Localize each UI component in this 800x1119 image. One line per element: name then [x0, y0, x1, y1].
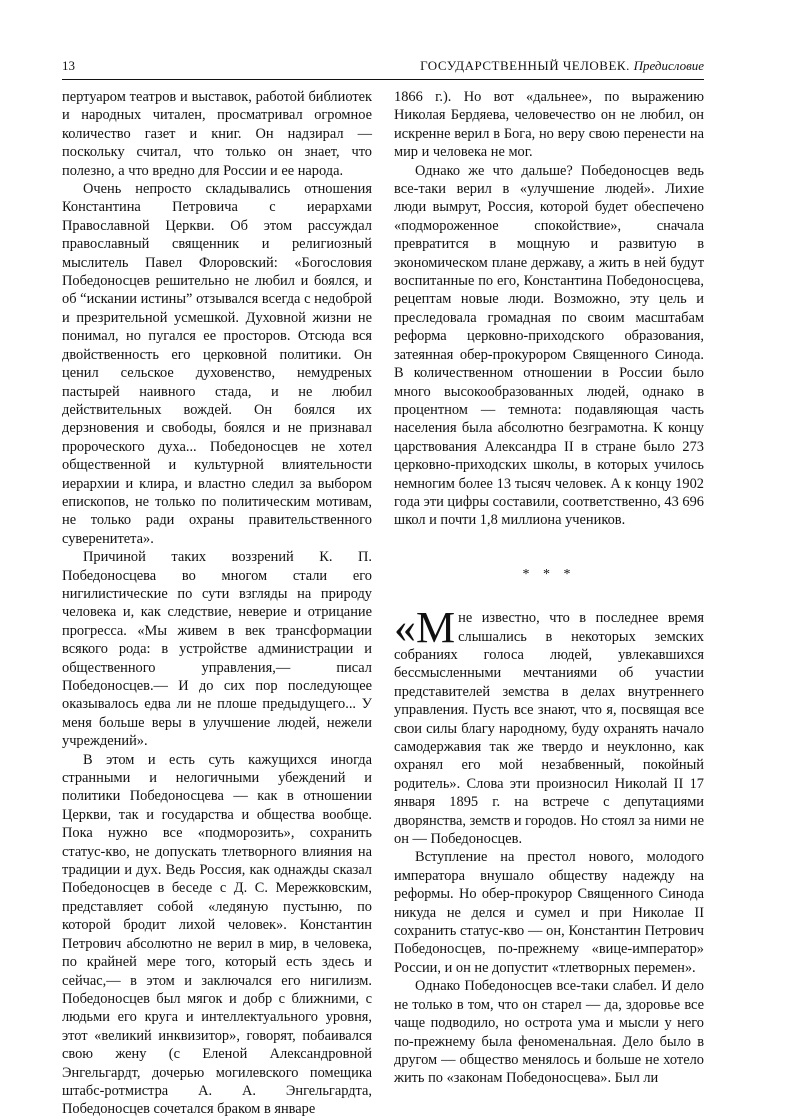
quote-paragraph — [394, 603, 704, 848]
running-header — [62, 58, 704, 76]
paragraph: Очень непросто складывались отношения Константина Петровича с иерархами Православной Церкви. Об этом рассуждал православный священник и религиозный мыслитель Павел Флоровский: «Богословия Победоносцев решительно не любил и боялся, и об “искании истины” отзывался всегда с недоброй и презрительной усмешкой. Духовной жизни не понимал, но пугался ее просторов. Отсюда вся двойственность его церковной политики. Он ценил сельское духовенство, немудреных пастырей наивного стада, и не любил действительных вождей. Он боялся их дерзновения и свободы, боялся и не признавал пророческого духа... Победоносцев не хотел общественной и культурной влиятельности иерархии и клира, и властно следил за выбором епископов, не только по политическим мотивам, не только ради охраны правительственного суверенитета». — [62, 181, 372, 547]
paragraph: В этом и есть суть кажущихся иногда странными и нелогичными убеждений и политики Победоносцева — как в отношении Церкви, так и государства и общества вообще. Пока нужно все «подморозить», сохранить статус-кво, не допускать тлетворного влияния на традиции и дух. Ведь Россия, как однажды сказал Победоносцев в беседе с Д. С. Мережковским, представляет собой «ледяную пустыню, по которой бродит лихой человек». Константин Петрович абсолютно не верил в мир, в человека, по крайней мере того, который есть здесь и сейчас,— в этом и заключался его нигилизм. Победоносцев был мягок и добр с ближними, с людьми его круга и интеллектуального уровня, этот «великий инквизитор», говорят, побаивался свою жену (с Еленой Александровной Энгельгардт, дочерью могилевского помещика штабс-ротмистра А. А. Энгельгардта, Победоносцев сочетался браком в январе — [62, 751, 372, 1118]
drop-cap: «М — [394, 603, 456, 653]
right-column — [394, 88, 704, 1088]
page-number: 13 — [62, 58, 75, 73]
paragraph: Вступление на престол нового, молодого императора внушало обществу надежду на реформы. Но обер-прокурор Священного Синода никуда не делся и сумел и при Николае II сохранить статус-кво — он, Константин Петрович Победоносцев, по-прежнему «вице-император» России, и он не допустит «тлетворных перемен». — [394, 849, 704, 976]
paragraph: Причиной таких воззрений К. П. Победоносцева во многом стали его нигилистические по сути взгляды на природу человека и, как следствие, неверие и отрицание прогресса. «Мы живем в век трансформации всякого рода: в устройстве администрации и общественного управления,— писал Победоносцев.— И до сих пор последующее оказывалось едва ли не плоше предыдущего... У меня больше веры в улучшение людей, нежели учреждений». — [62, 549, 372, 750]
header-rule — [62, 79, 704, 80]
paragraph: Однако Победоносцев все-таки слабел. И дело не только в том, что он старел — да, здоровье все чаще подводило, но острота ума и мысли у него по-прежнему была феноменальная. Дело было в другом — общество менялось и больше не хотело жить по «законам Победоносцева». Был ли — [394, 978, 704, 1087]
section-separator: * * * — [522, 566, 576, 582]
section-title: Предисловие — [633, 58, 704, 73]
left-column — [62, 88, 372, 1119]
paragraph: Однако же что дальше? Победоносцев ведь все-таки верил в «улучшение людей». Лихие люди вымрут, Россия, которой будет обеспечено «подмороженное спокойствие», сначала превратится в мощную и развитую в экономическом плане державу, а жить в ней будут воспитанные по его, Константина Победоносцева, рецептам новые люди. Возможно, эту цель и преследовала громадная по своим масштабам реформа церковно-приходского образования, затеянная обер-прокурором Священного Синода. В количественном отношении в России было много высокообразованных людей, однако в процентном — темнота: подавляющая часть населения была абсолютно безграмотна. К концу царствования Александра II в стране было 273 церковно-приходских школы, в которых училось немногим более 13 тысяч человек. А к концу 1902 года эти цифры составили, соответственно, 43 696 школ и почти 1,8 миллиона учеников. — [394, 162, 704, 529]
quote-text: не известно, что в последнее время слышались в некоторых земских собраниях голоса людей, увлекавшихся бессмысленными мечтаниями об участии представителей земства в делах внутреннего управления. Пусть все знают, что я, посвящая все свои силы благу народному, буду охранять начало самодержавия так же твердо и неуклонно, как охранял его мой незабвенный, покойный родитель». Слова эти произносил Николай II 17 января 1895 г. на встрече с депутациями дворянства, земств и городов. Но стоял за ними не он — Победоносцев. — [394, 610, 704, 848]
running-title — [420, 58, 704, 74]
book-title: ГОСУДАРСТВЕННЫЙ ЧЕЛОВЕК. — [420, 58, 630, 73]
paragraph: пертуаром театров и выставок, работой библиотек и народных читален, просматривал огромное количество газет и книг. Он надзирал — поскольку считал, что только он знает, что полезно, а что вредно для России и ее народа. — [62, 89, 372, 179]
paragraph: 1866 г.). Но вот «дальнее», по выражению Николая Бердяева, человечество он не любил, он искренне верил в Бога, но веру свою перенести на мир и человека не мог. — [394, 89, 704, 161]
